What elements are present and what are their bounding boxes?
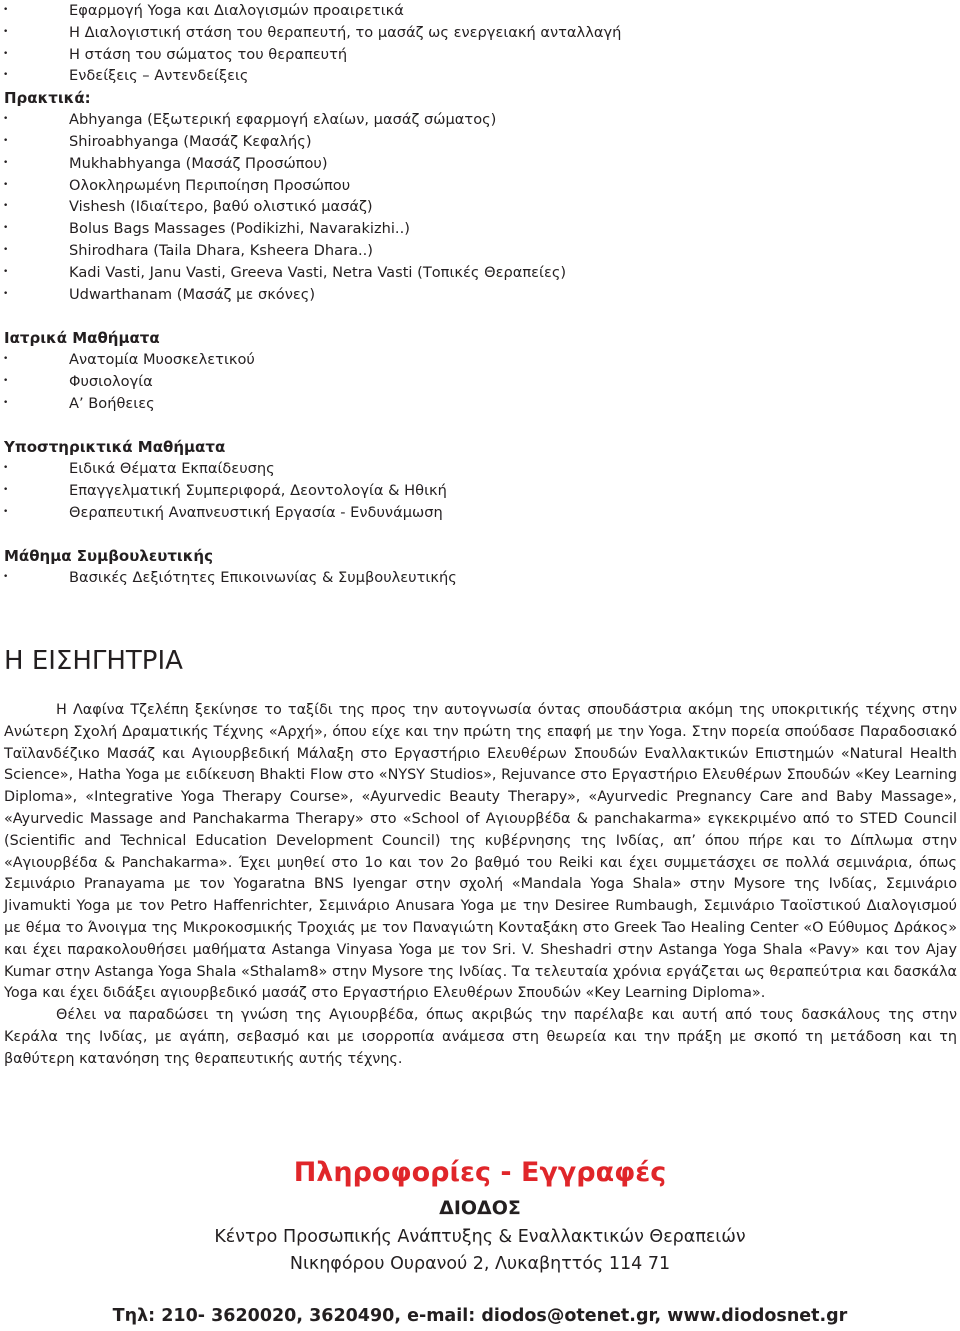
symvouleutikis-list	[0, 567, 960, 589]
bullet: •	[3, 484, 9, 495]
bullet: •	[3, 26, 9, 37]
list-item: • Mukhabhyanga (Μασάζ Προσώπου)	[0, 153, 960, 175]
section-heading-symvouleutikis: Μάθημα Συμβουλευτικής	[4, 547, 213, 565]
list-item: • Ειδικά Θέματα Εκπαίδευσης	[0, 458, 960, 480]
bullet: •	[3, 397, 9, 408]
symvouleutikis-section	[0, 545, 960, 589]
bio-text	[4, 700, 957, 1071]
bullet: •	[3, 223, 9, 234]
bullet: •	[3, 179, 9, 190]
bullet: •	[3, 114, 9, 125]
list-item: • Shirodhara (Taila Dhara, Ksheera Dhara..)	[0, 240, 960, 262]
list-item: • Α’ Βοήθειες	[0, 393, 960, 415]
bullet: •	[3, 266, 9, 277]
list-item: • Θεραπευτική Αναπνευστική Εργασία - Ενδυνάμωση	[0, 502, 960, 524]
iatrika-section	[0, 327, 960, 414]
ypostiriktika-section	[0, 436, 960, 523]
list-item: • Φυσιολογία	[0, 371, 960, 393]
general-items-list	[0, 0, 960, 87]
course-list-top	[0, 0, 960, 305]
bullet: •	[3, 354, 9, 364]
list-item: • Βασικές Δεξιότητες Επικοινωνίας & Συμβουλευτικής	[0, 567, 960, 589]
bullet: •	[3, 506, 9, 517]
list-item: • Bolus Bags Massages (Podikizhi, Navarakizhi..)	[0, 218, 960, 240]
organization-name: ΔΙΟΔΟΣ	[439, 1197, 521, 1219]
list-item: • Επαγγελματική Συμπεριφορά, Δεοντολογία & Ηθική	[0, 480, 960, 502]
bullet: •	[3, 5, 9, 15]
bullet: •	[3, 244, 9, 255]
list-item: • Ολοκληρωμένη Περιποίηση Προσώπου	[0, 175, 960, 197]
list-item: • Abhyanga (Εξωτερική εφαρμογή ελαίων, μασάζ σώματος)	[0, 109, 960, 131]
bullet: •	[3, 48, 9, 59]
list-item: • Udwarthanam (Μασάζ με σκόνες)	[0, 284, 960, 306]
bullet: •	[3, 288, 9, 299]
bio-paragraph: Θέλει να παραδώσει τη γνώση της Αγιουρβέδα, όπως ακριβώς την παρέλαβε και αυτή από τους δασκάλους της στην Κεράλα της Ινδίας, με αγάπη, σεβασμό και με ισορροπία ανάμεσα στη θεωρεία και την πράξη με σκοπό τη μετάδοση και τη βαθύτερη κατανόηση της θεραπευτικής αυτής τέχνης.	[4, 1007, 957, 1067]
bullet: •	[3, 135, 9, 146]
list-item: • Η στάση του σώματος του θεραπευτή	[0, 44, 960, 66]
ypostiriktika-list	[0, 458, 960, 523]
organization-address: Νικηφόρου Ουρανού 2, Λυκαβηττός 114 71	[289, 1254, 671, 1274]
section-heading-ypostiriktika: Υποστηρικτικά Μαθήματα	[4, 438, 226, 456]
iatrika-list	[0, 349, 960, 414]
bio-paragraph: Η Λαφίνα Τζελέπη ξεκίνησε το ταξίδι της προς την αυτογνωσία όντας σπουδάστρια ακόμη της υποκριτικής τέχνης στην Ανώτερη Σχολή Δραματικής Τέχνης «Αρχή», όπου είχε και την πρώτη της επαφή με την Yoga. Στην πορεία σπούδασε Παραδοσιακό Ταϊλανδέζικο Μασάζ και Αγιουρβεδική Μάλαξη στο Εργαστήριο Ελευθέρων Σπουδών Εναλλακτικών Επιστημών «Natural Health Science», Hatha Yoga με ειδίκευση Bhakti Flow στο «NYSY Studios», Rejuvance στο Εργαστήριο Ελευθέρων Σπουδών «Key Learning Diploma», «Integrative Yoga Therapy Course», «Ayurvedic Beauty Therapy», «Ayurvedic Pregnancy Care and Baby Massage», «Ayurvedic Massage and Panchakarma Therapy» στο «School of Αγιουρβέδα & panchakarma» εγκεκριμένο από το STED Council (Scientific and Technical Education Development Council) της κυβέρνησης της Ινδίας, απ’ όπου πήρε και το Δίπλωμα στην «Αγιουρβέδα & Panchakarma». Έχει μυηθεί στο 1ο και τον 2ο βαθμό του Reiki και έχει συμμετάσχει σε πολλά σεμινάρια, όπως Σεμινάριο Pranayama με τον Yogaratna BNS Iyengar στην σχολή «Mandala Yoga Shala» στην Mysore της Ινδίας, Σεμινάριο Jivamukti Yoga με τον Petro Haffenrichter, Σεμινάριο Anusara Yoga με την Desiree Rumbaugh, Σεμινάριο Ταοϊστικού Διαλογισμού με θέμα το Άνοιγμα της Μικροκοσμικής Τροχιάς με τον Παναγιώτη Κονταξάκη στο Greek Tao Healing Center «Ο Εύθυμος Δράκος» και έχει παρακολουθήσει μαθήματα Astanga Vinyasa Yoga με τον Sri. V. Sheshadri στην Astanga Yoga Shala «Pavy» και τον Ajay Kumar στην Astanga Yoga Shala «Sthalam8» στην Mysore της Ινδίας. Τα τελευταία χρόνια εργάζεται ως θεραπεύτρια και δασκάλα Yoga και έχει διδάξει αγιουρβεδικό μασάζ στο Εργαστήριο Ελευθέρων Σπουδών «Key Learning Diploma».	[4, 702, 957, 1002]
list-item: • Εφαρμογή Yoga και Διαλογισμών προαιρετικά	[0, 0, 960, 22]
bullet: •	[3, 201, 9, 212]
bullet: •	[3, 157, 9, 168]
list-item: • Ενδείξεις – Αντενδείξεις	[0, 65, 960, 87]
bio-title: Η ΕΙΣΗΓΗΤΡΙΑ	[4, 646, 183, 676]
bullet: •	[3, 463, 9, 473]
contact-title: Πληροφορίες - Εγγραφές	[293, 1157, 667, 1188]
section-heading-praktika: Πρακτικά:	[4, 89, 91, 108]
section-heading-iatrika: Ιατρικά Μαθήματα	[4, 329, 160, 347]
list-item: • Kadi Vasti, Janu Vasti, Greeva Vasti, Netra Vasti (Τοπικές Θεραπείες)	[0, 262, 960, 284]
bullet: •	[3, 70, 9, 81]
organization-description: Κέντρο Προσωπικής Ανάπτυξης & Εναλλακτικών Θεραπειών	[214, 1227, 746, 1247]
list-item: • Ανατομία Μυοσκελετικού	[0, 349, 960, 371]
list-item: • Η Διαλογιστική στάση του θεραπευτή, το μασάζ ως ενεργειακή ανταλλαγή	[0, 22, 960, 44]
bullet: •	[3, 375, 9, 386]
list-item: • Vishesh (Ιδιαίτερο, βαθύ ολιστικό μασάζ)	[0, 196, 960, 218]
contact-details: Τηλ: 210- 3620020, 3620490, e-mail: diodos@otenet.gr, www.diodosnet.gr	[112, 1306, 848, 1326]
bullet: •	[3, 572, 9, 582]
praktika-list	[0, 109, 960, 305]
list-item: • Shiroabhyanga (Μασάζ Κεφαλής)	[0, 131, 960, 153]
